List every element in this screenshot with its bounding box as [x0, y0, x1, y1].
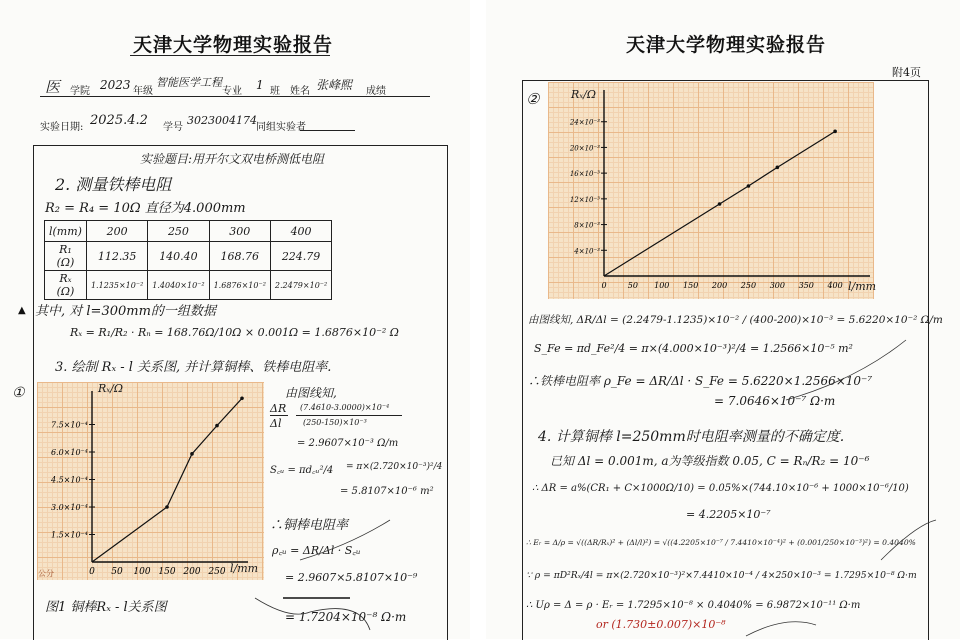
calc-line-11: ∴ Uρ = Δ = ρ · Eᵣ = 1.7295×10⁻⁸ × 0.4040% = 6.9872×10⁻¹¹ Ω·m: [526, 600, 861, 611]
rho-title: ∴铜棒电阻率: [270, 518, 349, 533]
calc-line-8: = 4.2205×10⁻⁷: [686, 508, 771, 521]
section-4-heading: 4. 计算铜棒 l=250mm时电阻率测量的不确定度.: [538, 429, 845, 445]
table-cell: Rₓ (Ω): [45, 271, 87, 300]
y-tick-label: 4.5×10⁻⁴: [50, 475, 88, 485]
calc-line-7: ∴ ΔR = a%(CR₁ + C×1000Ω/10) = 0.05%×(744.10×10⁻⁶ + 1000×10⁻⁶/10): [532, 483, 909, 494]
calc-line-6: 已知 Δl = 0.001m, a为等级指数 0.05, C = Rₙ/R₂ = 10⁻⁶: [550, 454, 870, 468]
rho-formula: ρ꜀ᵤ = ΔR/Δl · S꜀ᵤ: [272, 544, 361, 557]
table-cell: 140.40: [148, 242, 209, 271]
calc-line-2: S_Fe = πd_Fe²/4 = π×(4.000×10⁻³)²/4 = 1.2566×10⁻⁵ m²: [534, 342, 853, 355]
calc-line-1: 由图线知, ΔR/Δl = (2.2479-1.1235)×10⁻² / (400-200)×10⁻³ = 5.6220×10⁻² Ω/m: [528, 314, 943, 326]
table-cell: 1.4040×10⁻²: [148, 271, 209, 300]
x-tick-label: 250: [740, 281, 757, 290]
y-tick-label: 16×10⁻³: [569, 170, 600, 179]
calc-line-4: = 7.0646×10⁻⁷ Ω·m: [714, 394, 836, 408]
graph1-xlabel: l/mm: [230, 562, 259, 575]
table-cell: 112.35: [86, 242, 147, 271]
table-header-cell: l(mm): [45, 221, 87, 242]
y-tick-label: 1.5×10⁻⁴: [50, 530, 88, 540]
right-pencil-strokes: [486, 0, 960, 639]
section-2-heading: 2. 测量铁棒电阻: [55, 175, 172, 194]
y-tick-label: 8×10⁻³: [574, 221, 600, 230]
table-cell: 2.2479×10⁻²: [270, 271, 331, 300]
id-value: 3023004174: [187, 114, 257, 127]
graph2-ylabel: Rₓ/Ω: [571, 88, 597, 101]
x-tick-label: 100: [654, 281, 670, 290]
x-tick-label: 50: [627, 281, 638, 290]
x-tick-label: 200: [183, 567, 201, 577]
id-label: 学号: [163, 122, 183, 133]
page-number: 附4页: [892, 66, 921, 79]
x-tick-label: 50: [111, 567, 123, 577]
graph2-label: ②: [526, 90, 540, 108]
score-label: 成绩: [366, 86, 386, 97]
left-page-title: 天津大学物理实验报告: [133, 34, 334, 56]
scu-result: = 5.8107×10⁻⁶ m²: [340, 486, 434, 497]
x-tick-label: 100: [133, 567, 151, 577]
table-cell: R₁ (Ω): [45, 242, 87, 271]
table-header-cell: 400: [270, 221, 331, 242]
delta-l-label: Δl: [270, 417, 282, 430]
y-tick-label: 20×10⁻³: [569, 144, 600, 153]
scu-substitution: = π×(2.720×10⁻³)²/4: [346, 462, 443, 472]
table-cell: 1.6876×10⁻²: [209, 271, 270, 300]
college-label: 学院: [70, 86, 90, 97]
name-label: 姓名: [290, 86, 310, 97]
y-tick-label: 7.5×10⁻⁴: [50, 420, 88, 430]
slope-denominator: (250-150)×10⁻³: [303, 418, 367, 427]
year-value: 2023: [100, 78, 131, 92]
slope-result: = 2.9607×10⁻³ Ω/m: [297, 438, 399, 449]
left-pencil-strokes: [0, 0, 470, 639]
right-page-title: 天津大学物理实验报告: [626, 34, 827, 56]
x-tick-label: 400: [827, 281, 843, 290]
graph2-xlabel: l/mm: [848, 280, 877, 293]
table-header-cell: 300: [209, 221, 270, 242]
graph1-label: ①: [12, 385, 25, 401]
triangle-marker: ▲: [18, 305, 26, 316]
graph1-corner-mark: 公分: [38, 569, 54, 578]
y-tick-label: 12×10⁻³: [569, 195, 600, 204]
calc-line-3: ∴铁棒电阻率 ρ_Fe = ΔR/Δl · S_Fe = 5.6220×1.2566×10⁻⁷: [528, 374, 873, 388]
x-tick-label: 0: [601, 281, 607, 290]
calc-line-10: ∵ ρ = πD²Rₓ/4l = π×(2.720×10⁻³)²×7.4410×10⁻⁴ / 4×250×10⁻³ = 1.7295×10⁻⁸ Ω·m: [526, 570, 917, 581]
partner-label: 同组实验者: [256, 122, 306, 133]
x-tick-label: 150: [158, 567, 176, 577]
x-tick-label: 250: [208, 567, 226, 577]
x-tick-label: 150: [683, 281, 699, 290]
table-cell: 168.76: [209, 242, 270, 271]
rho-result: = 1.7204×10⁻⁸ Ω·m: [285, 610, 407, 624]
slope-numerator: (7.4610-3.0000)×10⁻⁴: [300, 403, 390, 412]
x-tick-label: 0: [89, 567, 95, 577]
y-tick-label: 24×10⁻³: [569, 118, 600, 127]
calc-line-9: ∴ Eᵣ = Δ/ρ = √((ΔR/Rₓ)² + (Δl/l)²) = √((4.2205×10⁻⁷ / 7.4410×10⁻⁴)² + (0.001/250×10⁻³)²) = 0.4040%: [526, 538, 916, 547]
rx-formula: Rₓ = R₁/R₂ · Rₙ = 168.76Ω/10Ω × 0.001Ω = 1.6876×10⁻² Ω: [70, 326, 399, 339]
x-tick-label: 350: [798, 281, 814, 290]
section-3-heading: 3. 绘制 Rₓ - l 关系图, 并计算铜棒、铁棒电阻率.: [55, 360, 332, 375]
table-header-cell: 200: [86, 221, 147, 242]
major-label: 专业: [222, 86, 242, 97]
x-tick-label: 300: [769, 281, 785, 290]
x-tick-label: 200: [711, 281, 728, 290]
table-header-cell: 250: [148, 221, 209, 242]
y-tick-label: 3.0×10⁻⁴: [50, 503, 88, 512]
side-intro: 由图线知,: [285, 386, 337, 400]
left-page: [0, 0, 470, 639]
given-values: R₂ = R₄ = 10Ω 直径为4.000mm: [45, 201, 246, 216]
y-tick-label: 6.0×10⁻⁴: [50, 448, 88, 457]
major-value: 智能医学工程: [156, 76, 222, 89]
rho-substitution: = 2.9607×5.8107×10⁻⁹: [285, 571, 418, 584]
year-label: 年级: [133, 86, 153, 97]
note-line: 其中, 对 l=300mm的一组数据: [35, 304, 216, 319]
name-value: 张峰熙: [316, 78, 353, 92]
scu-formula: S꜀ᵤ = πd꜀ᵤ²/4: [270, 465, 334, 476]
red-correction-note: or (1.730±0.007)×10⁻⁸: [596, 618, 726, 631]
class-label: 班: [270, 86, 280, 97]
right-page: [486, 0, 960, 639]
date-value: 2025.4.2: [90, 113, 148, 128]
date-label: 实验日期:: [40, 122, 84, 133]
graph1-ylabel: Rₓ/Ω: [98, 382, 124, 395]
y-tick-label: 4×10⁻³: [574, 247, 600, 256]
experiment-title: 实验题目:用开尔文双电桥测低电阻: [140, 152, 325, 166]
class-value: 1: [256, 78, 264, 92]
delta-r-label: ΔR: [270, 402, 287, 415]
table-cell: 1.1235×10⁻²: [86, 271, 147, 300]
college-value: 医: [45, 78, 61, 96]
table-cell: 224.79: [270, 242, 331, 271]
graph1-caption: 图1 铜棒Rₓ - l关系图: [45, 600, 167, 615]
